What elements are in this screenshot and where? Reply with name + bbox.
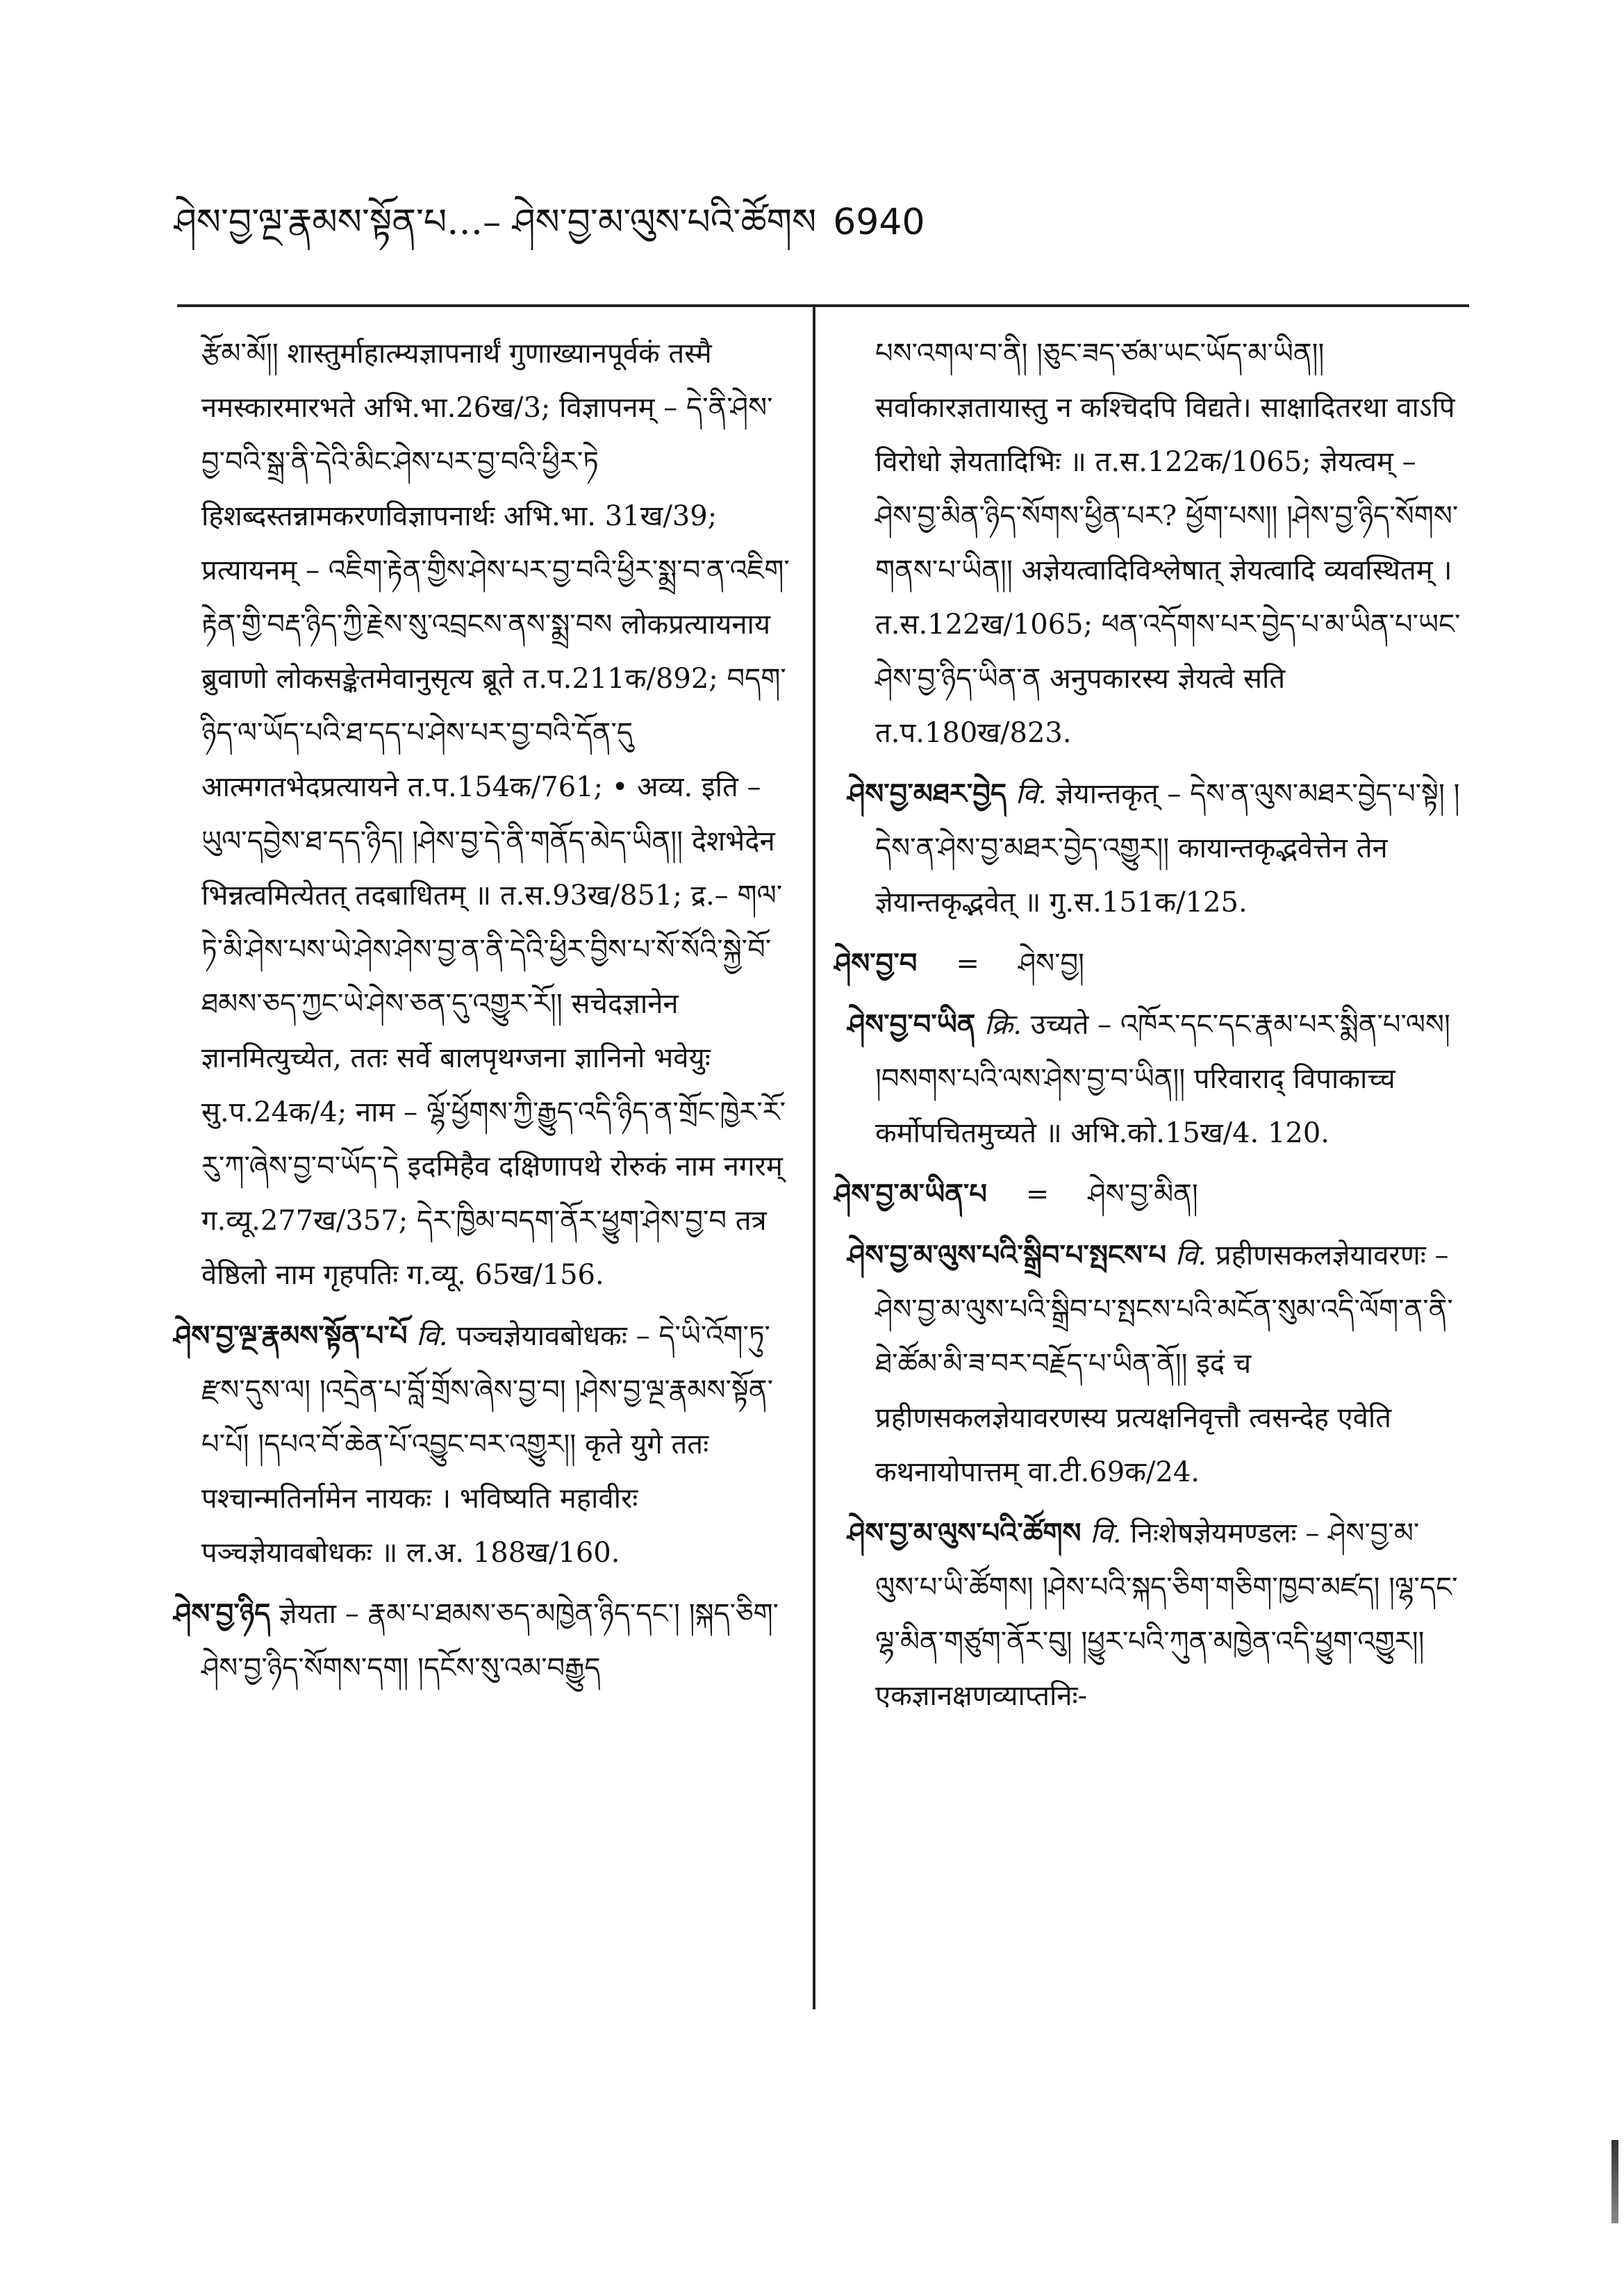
page-header <box>174 195 1493 250</box>
entry-text: ज्ञेयान्तकृत् – དེས་ན་ལུས་མཐར་བྱེད་པ་སྟེ། །དེས་ན་ཤེས་བྱ་མཐར་བྱེད་འགྱུར།། कायान्तकृद्भवेत्तेन तेन ज्ञेयान्तकृद्भवेत् ॥ गु.स.151क/125. <box>875 778 1460 919</box>
entry-headword: ཤེས་བྱ་མཐར་བྱེད <box>847 777 1007 810</box>
page-number: 6940 <box>833 201 925 243</box>
entry-text: ज्ञेयता – རྣམ་པ་ཐམས་ཅད་མཁྱེན་ཉིད་དང་། །སྐད་ཅིག་ཤེས་བྱ་ཉིད་སོགས་དག། །དངོས་སུ་འམ་བརྒྱུད <box>201 1598 779 1684</box>
entry-grammar: वि. <box>416 1320 448 1352</box>
entry-headword: ཤེས་བྱ་ལྔ་རྣམས་སྟོན་པ་པོ <box>174 1319 408 1352</box>
right-column <box>834 327 1462 2022</box>
dictionary-entry <box>834 1506 1462 1723</box>
entry-grammar: वि. <box>1015 778 1047 810</box>
equals-sign: = <box>1025 1178 1050 1210</box>
entry-grammar: क्रि. <box>984 1009 1022 1041</box>
entry-headword: ཤེས་བྱ་མ་ལུས་པའི་སྒྲིབ་པ་སྤངས་པ <box>847 1239 1167 1271</box>
dictionary-entry <box>834 767 1462 930</box>
entry-text: पञ्चज्ञेयावबोधकः – དེ་ཡི་འོག་ཏུ་རྫས་དུས་ལ། །འདྲེན་པ་བློ་གྲོས་ཞེས་བྱ་བ། །ཤེས་བྱ་ལྔ་རྣམས་སྟོན་པ་པོ། །དཔའ་བོ་ཆེན་པོ་འབྱུང་བར་འགྱུར།། कृते युगे ततः पश्चान्मतिर्नामेन नायकः । भविष्यति महावीरः पञ्चज्ञेयावबोधकः ॥ ल.अ. 188ख/160. <box>201 1320 773 1569</box>
top-rule <box>177 304 1469 307</box>
dictionary-entry <box>160 1309 792 1580</box>
scan-edge-mark <box>1611 2140 1618 2223</box>
column-divider <box>813 307 815 2009</box>
dictionary-entry <box>834 998 1462 1160</box>
running-head: ཤེས་བྱ་ལྔ་རྣམས་སྟོན་པ…– ཤེས་བྱ་མ་ལུས་པའི་ཚོགས <box>174 201 817 243</box>
entry-text: པས་འགལ་བ་ནི། །ཅུང་ཟད་ཙམ་ཡང་ཡོད་མ་ཡིན།། सर्वाकारज्ञतायास्तु न कश्चिदपि विद्यते। साक्षादितरथा वाऽपि विरोधो ज्ञेयतादिभिः ॥ त.स.122क/1065; ज्ञेयत्वम् – ཤེས་བྱ་མིན་ཉིད་སོགས་ཕྱིན་པར? ཕྱོག་པས།། །ཤེས་བྱ་ཉིད་སོགས་གནས་པ་ཡིན།། अज्ञेयत्वादिविश्लेषात् ज्ञेयत्वादि व्यवस्थितम् । त.स.122ख/1065; ཕན་འདོགས་པར་བྱེད་པ་མ་ཡིན་པ་ཡང་ཤེས་བྱ་ཉིད་ཡིན་ན अनुपकारस्य ज्ञेयत्वे सति त.प.180ख/823. <box>875 338 1461 749</box>
cross-reference-entry <box>834 937 1462 991</box>
cross-reference-target: ཤེས་བྱ་མིན། <box>1088 1178 1198 1210</box>
entry-headword: ཤེས་བྱ་བ་ཡིན <box>847 1008 976 1041</box>
entry-grammar: वि. <box>1175 1240 1207 1271</box>
entry-continuation <box>834 327 1462 760</box>
equals-sign: = <box>956 948 979 980</box>
dictionary-entry <box>834 1228 1462 1499</box>
entry-headword: ཤེས་བྱ་མ་ལུས་པའི་ཚོགས <box>847 1517 1082 1549</box>
entry-text: उच्यते – འཁོར་དང་དང་རྣམ་པར་སྨིན་པ་ལས། །བསགས་པའི་ལས་ཤེས་བྱ་བ་ཡིན།། परिवाराद् विपाकाच्च कर्मोपचितमुच्यते ॥ अभि.को.15ख/4. 120. <box>875 1009 1450 1149</box>
entry-text: རྩོམ་མོ།། शास्तुर्माहात्म्यज्ञापनार्थं गुणाख्यानपूर्वकं तस्मै नमस्कारमारभते अभि.भा.26ख/3; विज्ञापनम् – དེ་ནི་ཤེས་བྱ་བའི་སྒྲ་ནི་དེའི་མིང་ཤེས་པར་བྱ་བའི་ཕྱིར་ཏེ हिशब्दस्तन्नामकरणविज्ञापनार्थः अभि.भा. 31ख/39; प्रत्यायनम् – འཇིག་རྟེན་གྱིས་ཤེས་པར་བྱ་བའི་ཕྱིར་སྨྲ་བ་ན་འཇིག་རྟེན་གྱི་བརྡ་ཉིད་ཀྱི་རྗེས་སུ་འབྲངས་ནས་སྨྲ་བས लोकप्रत्यायनाय ब्रुवाणो लोकसङ्केतमेवानुसृत्य ब्रूते त.प.211क/892; བདག་ཉིད་ལ་ཡོད་པའི་ཐ་དད་པ་ཤེས་པར་བྱ་བའི་དོན་དུ आत्मगतभेदप्रत्यायने त.प.154क/761; • अव्य. इति – ཡུལ་དབྱེས་ཐ་དད་ཉིད། །ཤེས་བྱ་དེ་ནི་གནོད་མེད་ཡིན།། देशभेदेन भिन्नत्वमित्येतत् तदबाधितम् ॥ त.स.93ख/851; द्र.– གལ་ཏེ་མི་ཤེས་པས་ཡེ་ཤེས་ཤེས་བྱ་ན་ནི་དེའི་ཕྱིར་བྱིས་པ་སོ་སོའི་སྐྱེ་བོ་ཐམས་ཅད་ཀྱང་ཡེ་ཤེས་ཅན་དུ་འགྱུར་རོ།། सचेदज्ञानेन ज्ञानमित्युच्येत, ततः सर्वे बालपृथग्जना ज्ञानिनो भवेयुः सु.प.24क/4; नाम – ལྷོ་ཕྱོགས་ཀྱི་རྒྱུད་འདི་ཉིད་ན་གྲོང་ཁྱེར་རོ་རུ་ཀ་ཞེས་བྱ་བ་ཡོད་དེ इदमिहैव दक्षिणापथे रोरुकं नाम नगरम् ग.व्यू.277ख/357; དེར་ཁྱིམ་བདག་ནོར་ཕྱུག་ཤེས་བྱ་བ तत्र वेष्ठिलो नाम गृहपतिः ग.व्यू. 65ख/156. <box>201 338 790 1291</box>
cross-reference-target: ཤེས་བྱ། <box>1018 948 1085 980</box>
cross-reference-entry <box>834 1167 1462 1221</box>
dictionary-entry <box>160 1587 792 1695</box>
entry-headword: ཤེས་བྱ་བ <box>834 947 918 980</box>
entry-text: निःशेषज्ञेयमण्डलः – ཤེས་བྱ་མ་ལུས་པ་ཡི་ཚོགས། །ཤེས་པའི་སྐད་ཅིག་གཅིག་ཁྱབ་མཛད། །ལྷ་དང་ལྷ་མིན་གཙུག་ནོར་བུ། །ཕྱུར་པའི་ཀུན་མཁྱེན་འདི་ཕྱུག་འགྱུར།། एकज्ञानक्षणव्याप्तनिः- <box>875 1517 1458 1712</box>
entry-headword: ཤེས་བྱ་མ་ཡིན་པ <box>834 1178 987 1210</box>
entry-grammar: वि. <box>1090 1517 1122 1549</box>
entry-text: प्रहीणसकलज्ञेयावरणः – ཤེས་བྱ་མ་ལུས་པའི་སྒྲིབ་པ་སྤངས་པའི་མངོན་སུམ་འདི་ལོག་ན་ནི་ཐེ་ཚོམ་མི་ཟ་བར་བརྗོད་པ་ཡིན་ནོ།། इदं च प्रहीणसकलज्ञेयावरणस्य प्रत्यक्षनिवृत्तौ त्वसन्देह एवेति कथनायोपात्तम् वा.टी.69क/24. <box>875 1240 1453 1488</box>
entry-continuation <box>160 327 792 1302</box>
entry-headword: ཤེས་བྱ་ཉིད <box>174 1597 271 1630</box>
left-column <box>160 327 792 2022</box>
